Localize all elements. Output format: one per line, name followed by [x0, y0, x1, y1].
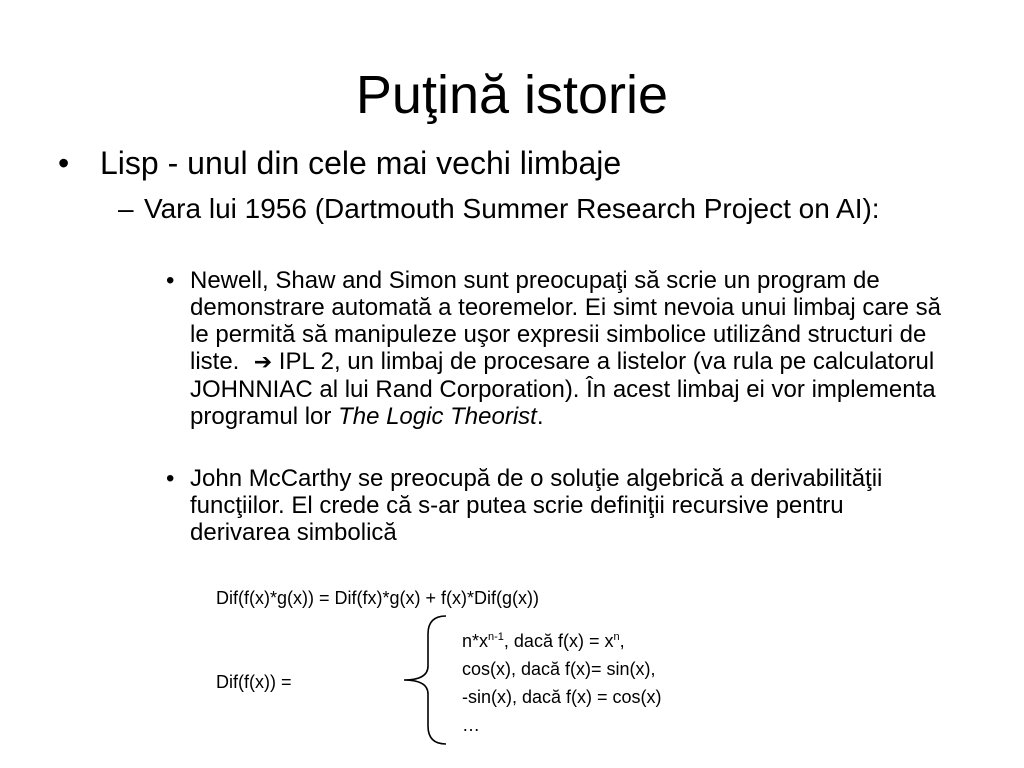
- sub-bullet-mccarthy-text: John McCarthy se preocupă de o soluţie algebrică a derivabilităţii funcţiilor. El crede că s-ar putea scrie definiţii recursive pentru derivarea simbolică: [190, 465, 883, 546]
- curly-brace-icon: [400, 614, 452, 746]
- bullet-marker: •: [166, 267, 175, 294]
- newell-text-part1: Newell, Shaw and Simon sunt preocupaţi să scrie un program de demonstrare automată a teoremelor. Ei simt nevoia unui limbaj care să le permită să manipuleze uşor expresii simbolice utilizând structuri de liste.: [190, 267, 942, 375]
- bullet-marker: •: [58, 145, 70, 181]
- case-sin: cos(x), dacă f(x)= sin(x),: [462, 659, 656, 679]
- bullet-lisp-text: Lisp - unul din cele mai vechi limbaje: [100, 145, 622, 181]
- newell-text-part3: .: [536, 403, 544, 430]
- case-ellipsis: …: [462, 715, 480, 735]
- slide-title: Puţină istorie: [355, 65, 669, 125]
- dash-marker: –: [118, 193, 134, 224]
- case-power-base: n*x: [462, 631, 489, 651]
- newell-text-part2: IPL 2, un limbaj de procesare a listelor (va rula pe calculatorul JOHNNIAC al lui Rand Corporation). În acest limbaj ei vor implementa programul lor: [190, 348, 936, 430]
- case-power: [462, 630, 625, 652]
- formula-product-rule: Dif(f(x)*g(x)) = Dif(fx)*g(x) + f(x)*Dif(g(x)): [216, 588, 539, 608]
- case-power-comma: ,: [619, 631, 625, 651]
- bullet-marker: •: [166, 465, 175, 492]
- formula-dif-lhs: Dif(f(x)) =: [216, 672, 292, 692]
- right-arrow-icon: ➔: [246, 350, 273, 375]
- case-power-condition: , dacă f(x) = x: [503, 631, 614, 651]
- sub-bullet-newell-text: [190, 267, 950, 430]
- case-power-exponent: n-1: [488, 631, 504, 643]
- logic-theorist-title: The Logic Theorist: [338, 403, 537, 430]
- sub-bullet-dartmouth-text: Vara lui 1956 (Dartmouth Summer Research Project on AI):: [144, 193, 880, 224]
- case-power-condition-exponent: n: [613, 631, 620, 643]
- case-cos: -sin(x), dacă f(x) = cos(x): [462, 687, 662, 707]
